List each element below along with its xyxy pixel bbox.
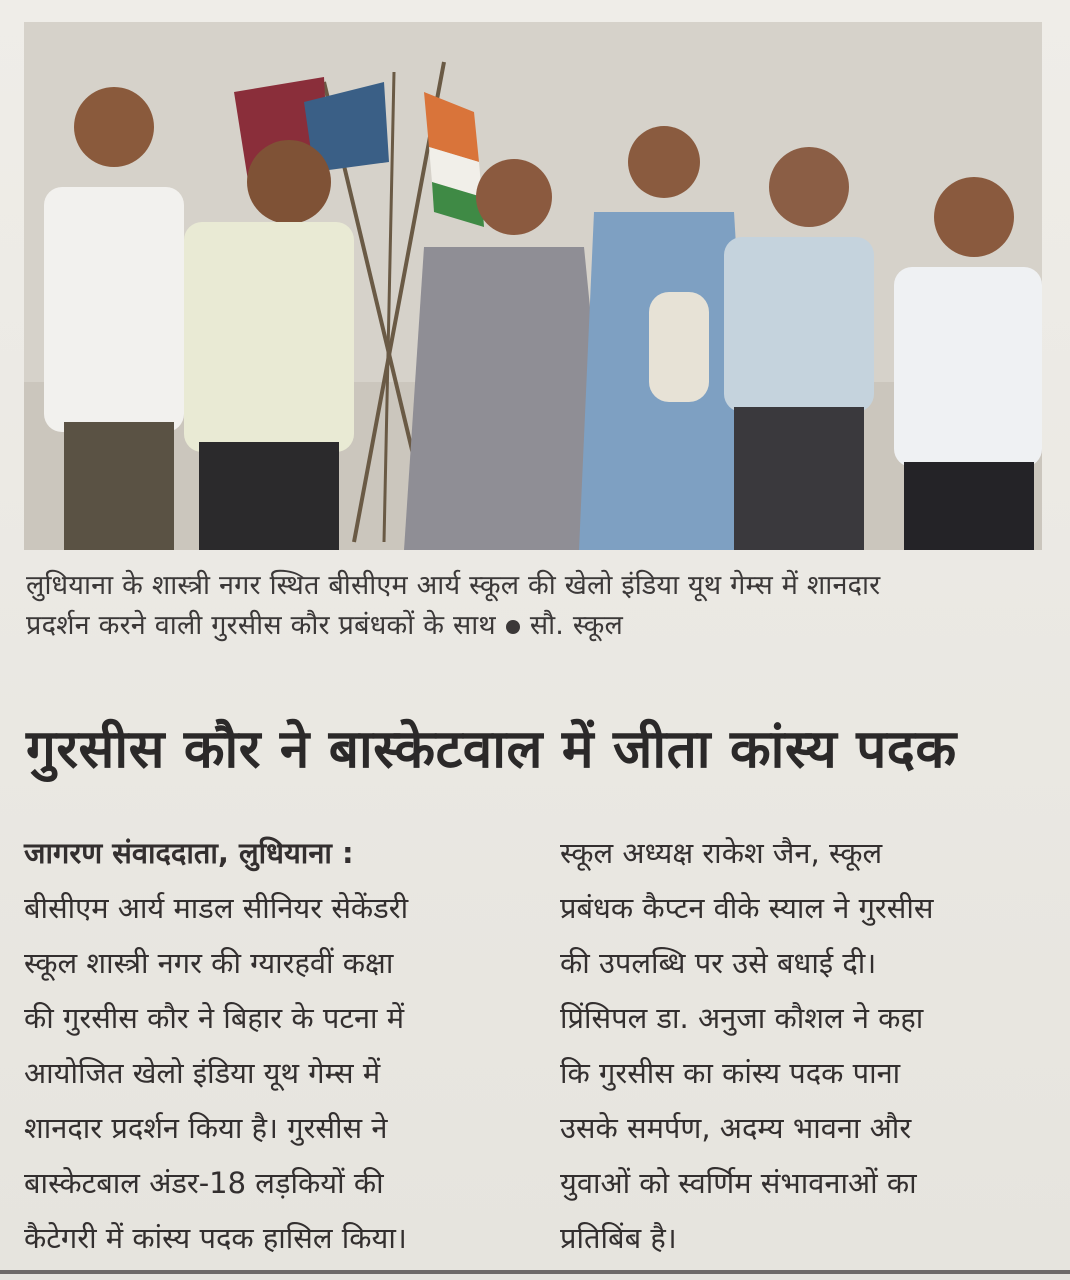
dateline: जागरण संवाददाता, लुधियाना : [24, 836, 354, 870]
article-line: प्रतिबिंब है। [560, 1221, 677, 1255]
article-line: उसके समर्पण, अदम्य भावना और [560, 1111, 912, 1145]
article-line: कैटेगरी में कांस्य पदक हासिल किया। [24, 1221, 407, 1255]
article-line: की उपलब्धि पर उसे बधाई दी। [560, 946, 877, 980]
photo-caption [26, 566, 1046, 646]
news-photo [24, 22, 1042, 550]
article-column-right [560, 826, 1060, 1266]
bottom-rule [0, 1270, 1070, 1274]
bullet-icon [506, 620, 520, 634]
caption-line-2-text: प्रदर्शन करने वाली गुरसीस कौर प्रबंधकों के साथ [26, 610, 496, 641]
article-column-left [24, 826, 524, 1266]
group-photo-illustration [24, 22, 1042, 550]
article-line: शानदार प्रदर्शन किया है। गुरसीस ने [24, 1111, 388, 1145]
article-line: स्कूल शास्त्री नगर की ग्यारहवीं कक्षा [24, 946, 394, 980]
article-line: आयोजित खेलो इंडिया यूथ गेम्स में [24, 1056, 381, 1090]
article-line: की गुरसीस कौर ने बिहार के पटना में [24, 1001, 405, 1035]
article-line: बास्केटबाल अंडर-18 लड़कियों की [24, 1166, 384, 1200]
article-line: कि गुरसीस का कांस्य पदक पाना [560, 1056, 901, 1090]
caption-line-1: लुधियाना के शास्त्री नगर स्थित बीसीएम आर्य स्कूल की खेलो इंडिया यूथ गेम्स में शानदार [26, 570, 881, 601]
photo-credit: सौ. स्कूल [529, 610, 624, 641]
headline: गुरसीस कौर ने बास्केटवाल में जीता कांस्य पदक [26, 719, 957, 780]
caption-line-2 [26, 606, 1046, 646]
article-line: बीसीएम आर्य माडल सीनियर सेकेंडरी [24, 891, 409, 925]
article-line: प्रबंधक कैप्टन वीके स्याल ने गुरसीस [560, 891, 934, 925]
article-line: युवाओं को स्वर्णिम संभावनाओं का [560, 1166, 917, 1200]
article-line: स्कूल अध्यक्ष राकेश जैन, स्कूल [560, 836, 883, 870]
article-line: प्रिंसिपल डा. अनुजा कौशल ने कहा [560, 1001, 924, 1035]
